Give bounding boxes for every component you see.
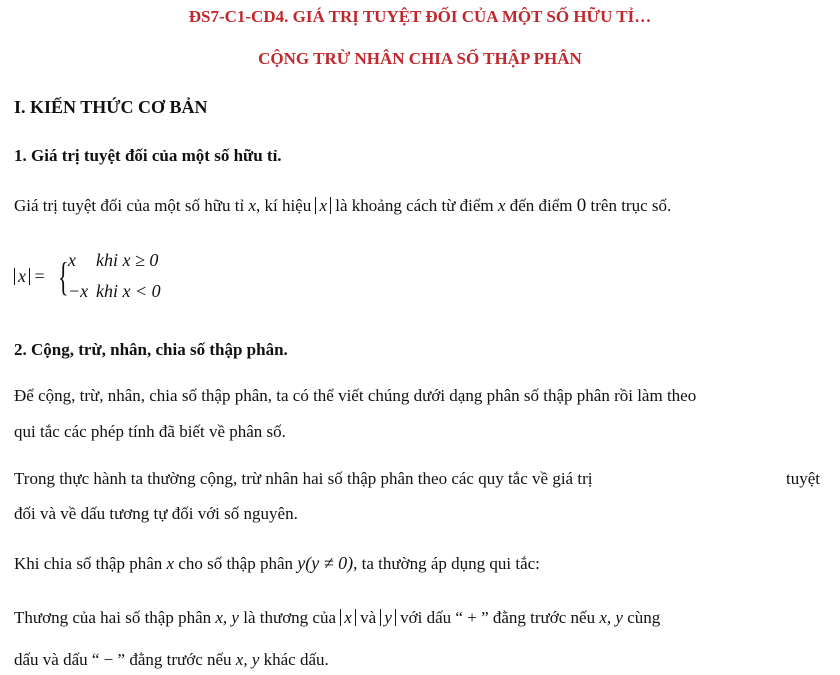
- math-abs-y: y: [380, 609, 396, 626]
- text-segment: dấu và dấu “ − ” đằng trước nếu: [14, 650, 232, 669]
- math-xy: x, y: [235, 650, 260, 669]
- text-segment: , kí hiệu: [255, 196, 312, 215]
- paragraph-line: Để cộng, trừ, nhân, chia số thập phân, ta có thể viết chúng dưới dạng phân số thập phân rồi làm theo: [14, 386, 697, 405]
- math-xy: x, y: [599, 608, 623, 627]
- text-segment: Trong thực hành ta thường cộng, trừ nhân hai số thập phân theo các quy tắc về giá trị: [14, 469, 593, 488]
- doc-title-line2: CỘNG TRỪ NHÂN CHIA SỐ THẬP PHÂN: [258, 49, 582, 68]
- paragraph-division-rule: [14, 552, 830, 575]
- subheading-decimal-ops: 2. Cộng, trừ, nhân, chia số thập phân.: [14, 340, 288, 359]
- case-value: x: [68, 250, 76, 270]
- text-segment: Khi chia số thập phân: [14, 554, 163, 573]
- text-segment: Thương của hai số thập phân: [14, 608, 212, 627]
- case-condition: khi x < 0: [96, 281, 161, 301]
- text-segment: là khoảng cách từ điểm: [335, 196, 494, 215]
- paragraph-quotient-rule: [14, 607, 830, 629]
- math-zero: 0: [576, 195, 587, 216]
- math-xy: x, y: [215, 608, 239, 627]
- curly-brace-icon: {: [58, 254, 69, 299]
- paragraph-line: qui tắc các phép tính đã biết về phân số.: [14, 422, 286, 441]
- section-heading-basics: I. KIẾN THỨC CƠ BẢN: [14, 97, 208, 117]
- text-segment: , ta thường áp dụng qui tắc:: [353, 554, 540, 573]
- text-segment: với dấu “ + ” đằng trước nếu: [400, 608, 596, 627]
- doc-title-line1: ĐS7-C1-CD4. GIÁ TRỊ TUYỆT ĐỐI CỦA MỘT SỐ HỮU TỈ…: [188, 7, 652, 26]
- text-segment: khác dấu.: [263, 650, 329, 669]
- paragraph-definition: [14, 195, 830, 217]
- text-segment: và: [360, 608, 377, 627]
- math-var-x: x: [497, 196, 506, 215]
- text-segment: Giá trị tuyệt đối của một số hữu tỉ: [14, 196, 245, 215]
- math-var-x: x: [248, 196, 256, 215]
- case-condition: khi x ≥ 0: [96, 250, 159, 270]
- text-segment: đến điểm: [509, 196, 573, 215]
- formula-case-2: [68, 281, 161, 302]
- math-abs-x: x: [340, 609, 356, 626]
- paragraph-line: đối và về dấu tương tự đối với số nguyên.: [14, 504, 298, 523]
- math-y-nonzero: y(y ≠ 0): [297, 553, 354, 573]
- math-equals: =: [34, 266, 45, 286]
- text-segment: tuyệt: [786, 469, 820, 488]
- math-abs-x: x: [315, 197, 331, 214]
- text-segment: trên trục số.: [590, 196, 672, 215]
- paragraph-line: [14, 468, 820, 490]
- text-segment: cho số thập phân: [178, 554, 294, 573]
- formula-case-1: [68, 250, 158, 271]
- text-segment: cùng: [627, 608, 661, 627]
- case-value: −x: [68, 281, 89, 301]
- subheading-absolute-value: 1. Giá trị tuyệt đối của một số hữu tỉ.: [14, 146, 282, 165]
- text-segment: là thương của: [243, 608, 337, 627]
- math-var-x: x: [166, 554, 175, 573]
- math-abs-x: x: [14, 268, 30, 285]
- formula-lhs: [14, 266, 45, 287]
- paragraph-line: [14, 649, 830, 671]
